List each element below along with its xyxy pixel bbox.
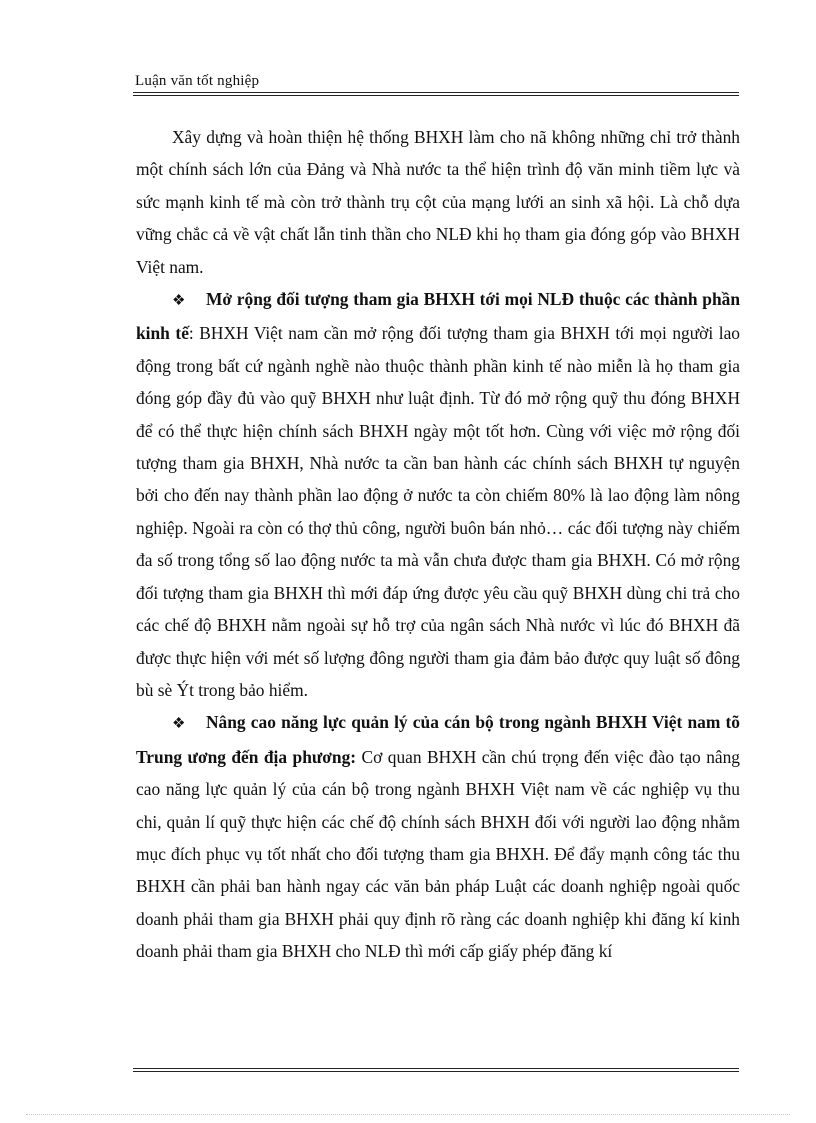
- bullet-text-management: Cơ quan BHXH cần chú trọng đến việc đào tạo nâng cao năng lực quản lý của cán bộ trong ngành BHXH Việt nam về các nghiệp vụ thu chi, quản lí quỹ thực hiện các chế độ chính sách BHXH đối với người lao động nhằm mục đích phục vụ tốt nhất cho đối tượng tham gia BHXH. Để đẩy mạnh công tác thu BHXH cần phải ban hành ngay các văn bản pháp Luật các doanh nghiệp ngoài quốc doanh phải tham gia BHXH phải quy định rõ ràng các doanh nghiệp khi đăng kí kinh doanh phải tham gia BHXH cho NLĐ thì mới cấp giấy phép đăng kí: [136, 746, 740, 962]
- diamond-bullet-icon: ❖: [172, 716, 186, 733]
- page-edge-dotted-line: [26, 1114, 790, 1115]
- header-double-rule: [133, 92, 739, 96]
- diamond-bullet-icon: ❖: [172, 293, 186, 310]
- bullet-paragraph-coverage: [136, 283, 740, 706]
- bullet-heading-coverage: Mở rộng đối tượng tham gia BHXH tới mọi NLĐ thuộc các thành phần kinh tế: [136, 289, 740, 344]
- bullet-text-coverage: : BHXH Việt nam cần mở rộng đối tượng tham gia BHXH tới mọi người lao động trong bất cứ ngành nghề nào thuộc thành phần kinh tế nào miễn là họ tham gia đóng góp đầy đủ vào quỹ BHXH như luật định. Từ đó mở rộng quỹ thu đóng BHXH để có thể thực hiện chính sách BHXH ngày một tốt hơn. Cùng với việc mở rộng đối tượng tham gia BHXH, Nhà nước ta cần ban hành các chính sách BHXH tự nguyện bởi cho đến nay thành phần lao động ở nước ta còn chiếm 80% là lao động làm nông nghiệp. Ngoài ra còn có thợ thủ công, người buôn bán nhỏ… các đối tượng này chiếm đa số trong tổng số lao động nước ta mà vẫn chưa được tham gia BHXH. Có mở rộng đối tượng tham gia BHXH thì mới đáp ứng được yêu cầu quỹ BHXH dùng chi trả cho các chế độ BHXH nằm ngoài sự hỗ trợ của ngân sách Nhà nước vì lúc đó BHXH đã được thực hiện với mét số lượng đông người tham gia đảm bảo được quy luật số đông bù sè Ýt trong bảo hiểm.: [136, 323, 740, 700]
- paragraph-intro: Xây dựng và hoàn thiện hệ thống BHXH làm cho nã không những chỉ trở thành một chính sách lớn của Đảng và Nhà nước ta thể hiện trình độ văn minh tiềm lực và sức mạnh kinh tế mà còn trở thành trụ cột của mạng lưới an sinh xã hội. Là chỗ dựa vững chắc cả về vật chất lẫn tinh thần cho NLĐ khi họ tham gia đóng góp vào BHXH Việt nam.: [136, 127, 740, 277]
- body-text: [136, 121, 740, 968]
- footer-double-rule: [133, 1068, 739, 1072]
- header-title: Luận văn tốt nghiệp: [135, 73, 260, 89]
- bullet-heading-management: Nâng cao năng lực quản lý của cán bộ trong ngành BHXH Việt nam tõ Trung ương đến địa phương:: [136, 712, 740, 767]
- bullet-paragraph-management: [136, 706, 740, 967]
